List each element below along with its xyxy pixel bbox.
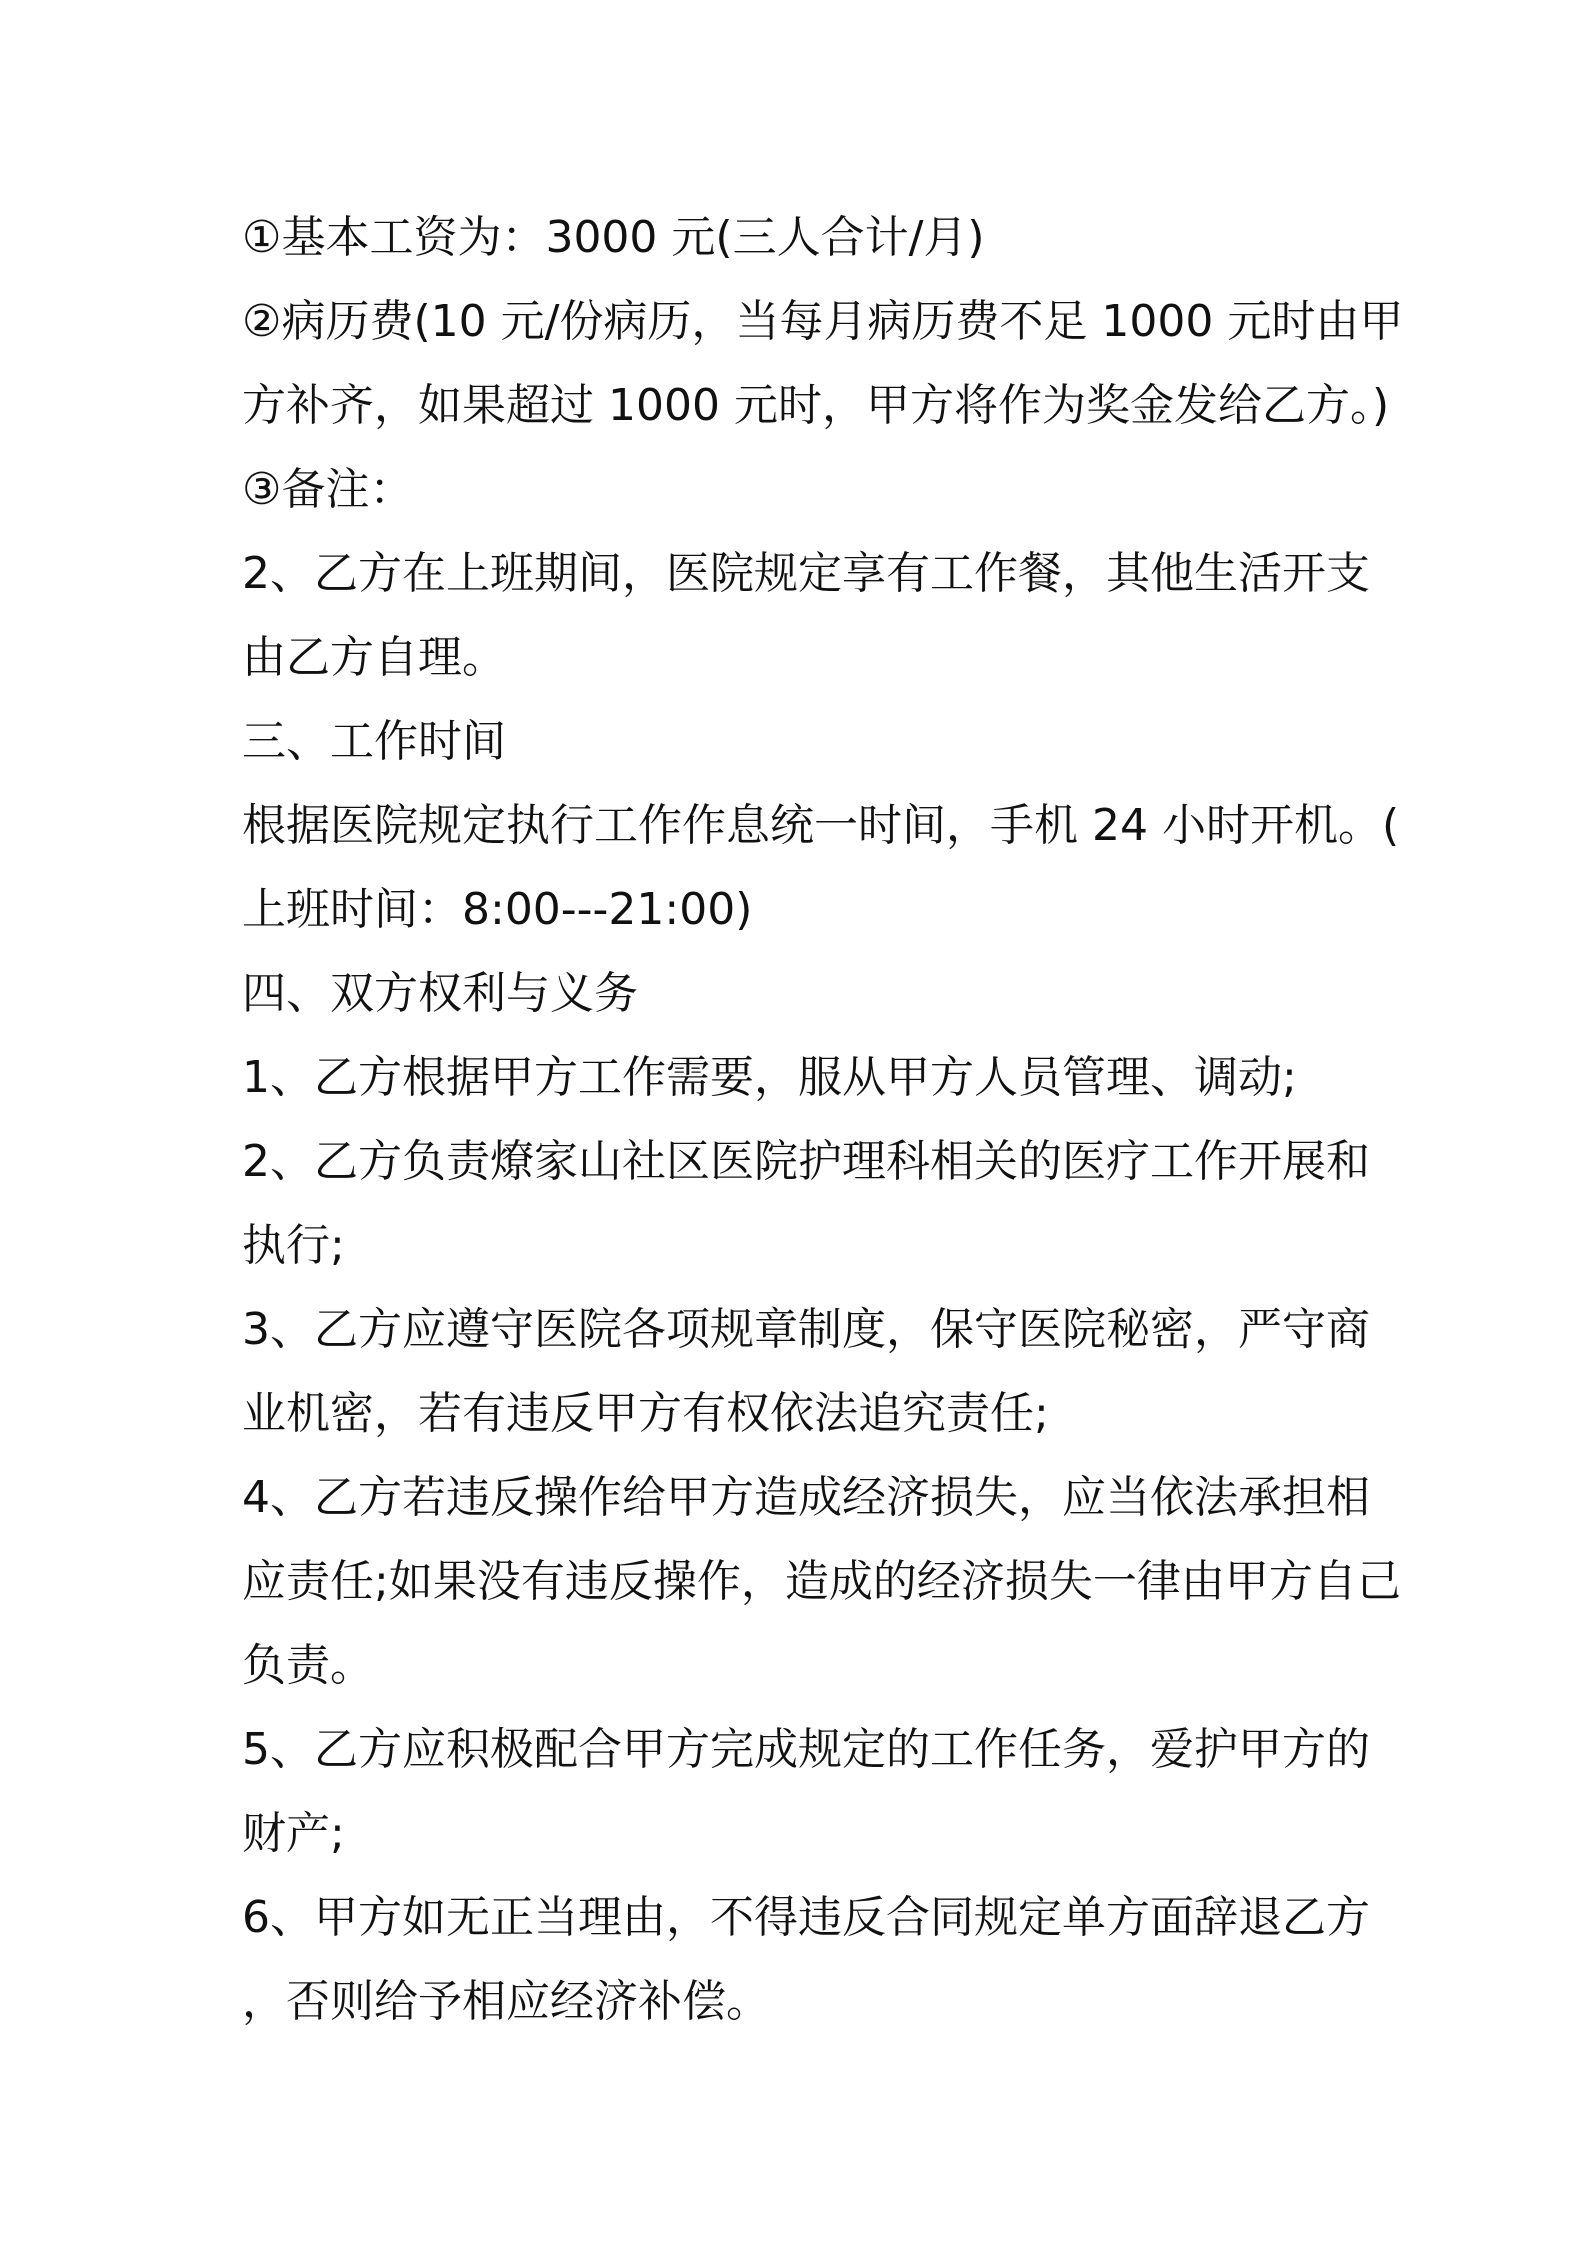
text-line: 5、乙方应积极配合甲方完成规定的工作任务，爱护甲方的 [242,1724,1370,1775]
section-heading: 四、双方权利与义务 [242,968,638,1019]
text-line: ②病历费(10 元/份病历，当每月病历费不足 1000 元时由甲 [242,296,1404,347]
text-line: 业机密，若有违反甲方有权依法追究责任; [242,1388,1049,1439]
text-line: 2、乙方在上班期间，医院规定享有工作餐，其他生活开支 [242,548,1370,599]
text-line: 负责。 [242,1640,374,1691]
section-heading: 三、工作时间 [242,716,506,767]
text-line: 4、乙方若违反操作给甲方造成经济损失，应当依法承担相 [242,1472,1370,1523]
text-line: ①基本工资为：3000 元(三人合计/月) [242,212,985,263]
document-body [242,196,1404,2044]
text-line: 根据医院规定执行工作作息统一时间，手机 24 小时开机。( [242,800,1400,851]
text-line: 上班时间：8:00---21:00) [242,884,753,935]
text-line: 2、乙方负责燎家山社区医院护理科相关的医疗工作开展和 [242,1136,1370,1187]
text-line: 由乙方自理。 [242,632,506,683]
text-line: 3、乙方应遵守医院各项规章制度，保守医院秘密，严守商 [242,1304,1370,1355]
text-line: 方补齐，如果超过 1000 元时，甲方将作为奖金发给乙方。) [242,380,1390,431]
text-line: 执行; [242,1220,345,1271]
text-line: 财产; [242,1808,345,1859]
text-line: ③备注： [242,464,414,515]
text-line: 6、甲方如无正当理由，不得违反合同规定单方面辞退乙方 [242,1892,1370,1943]
text-line: 1、乙方根据甲方工作需要，服从甲方人员管理、调动; [242,1052,1297,1103]
text-line: 应责任;如果没有违反操作，造成的经济损失一律由甲方自己 [242,1556,1401,1607]
text-line: ，否则给予相应经济补偿。 [242,1976,770,2027]
